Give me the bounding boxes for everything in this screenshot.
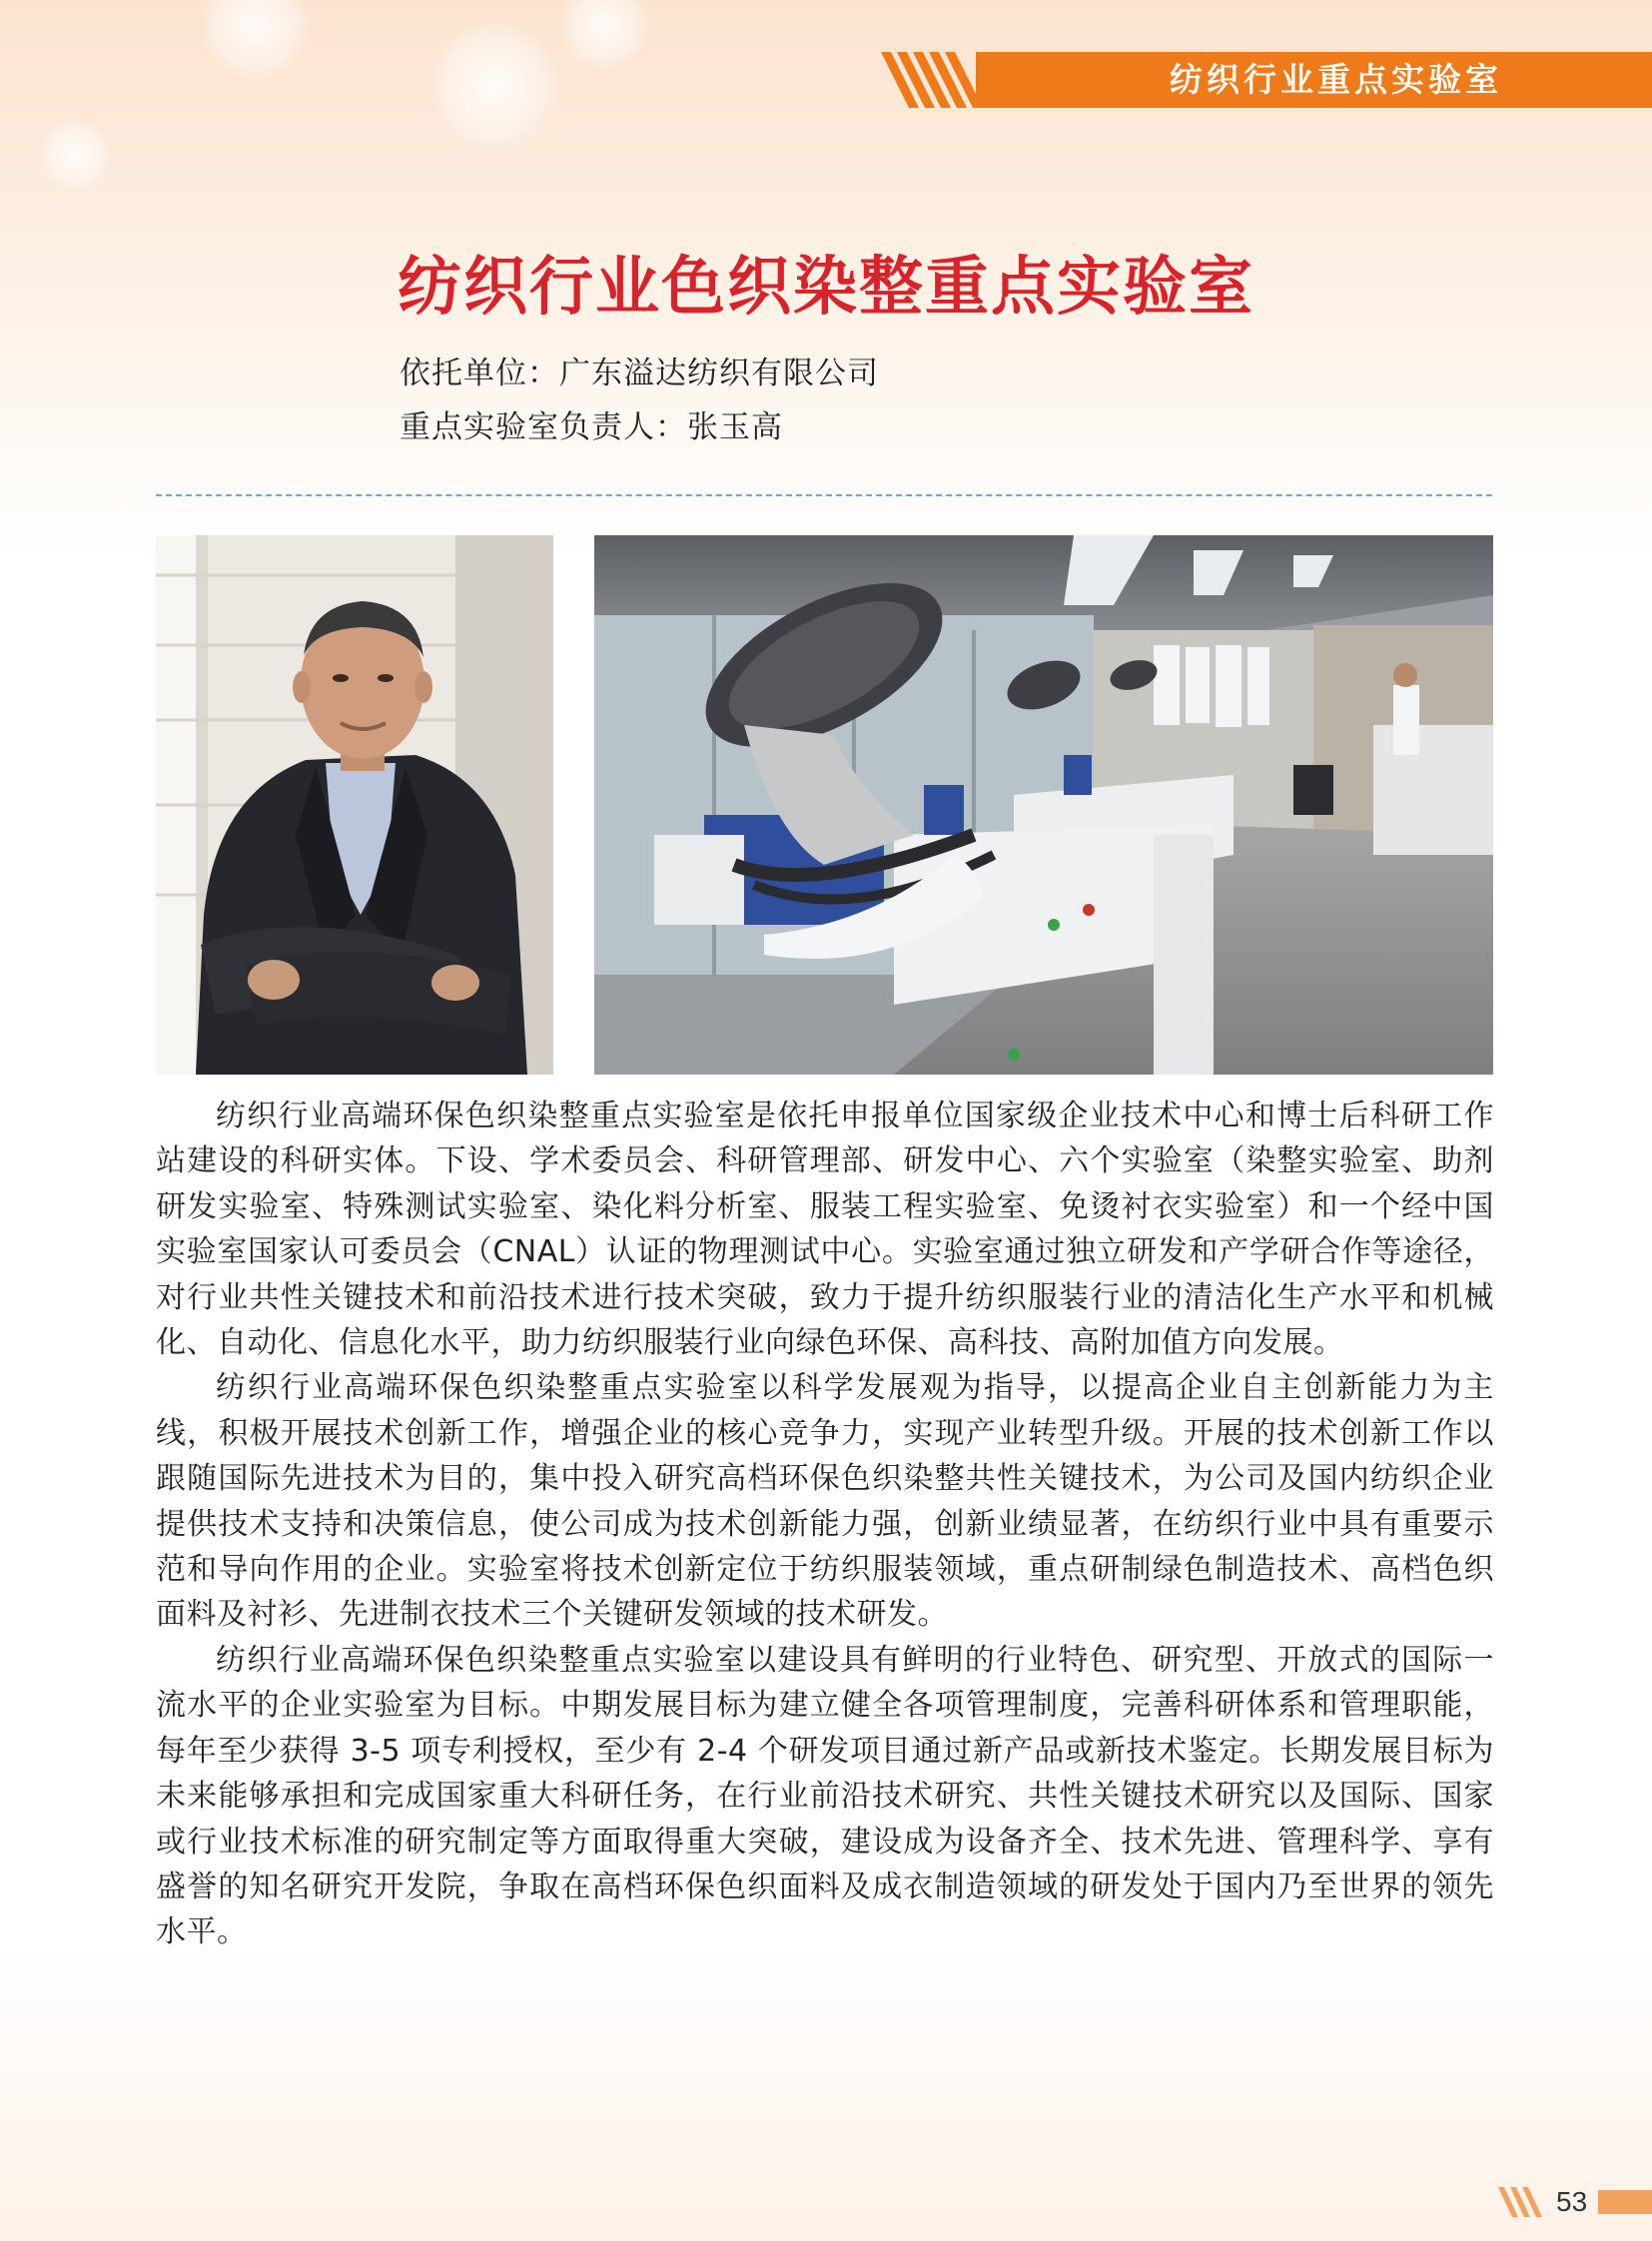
bokeh-decoration [559,0,649,70]
paragraph-2: 纺织行业高端环保色织染整重点实验室以科学发展观为指导，以提高企业自主创新能力为主线，积极开展技术创新工作，增强企业的核心竞争力，实现产业转型升级。开展的技术创新工作以跟随国际先进技术为目的，集中投入研究高档环保色织染整共性关键技术，为公司及国内纺织企业提供技术支持和决策信息，使公司成为技术创新能力强，创新业绩显著，在纺织行业中具有重要示范和导向作用的企业。实验室将技术创新定位于纺织服装领域，重点研制绿色制造技术、高档色织面料及衬衫、先进制衣技术三个关键研发领域的技术研发。 [156,1370,1494,1633]
director-portrait-photo [156,535,553,1075]
director-line: 重点实验室负责人：张玉高 [400,409,783,445]
page-number: 53 [1556,2186,1588,2217]
footer-bar [1598,2190,1652,2214]
page-title: 纺织行业色织染整重点实验室 [398,251,1254,325]
laboratory-photo [594,535,1493,1075]
paragraph-3: 纺织行业高端环保色织染整重点实验室以建设具有鲜明的行业特色、研究型、开放式的国际一流水平的企业实验室为目标。中期发展目标为建立健全各项管理制度，完善科研体系和管理职能，每年至少获得 3-5 项专利授权，至少有 2-4 个研发项目通过新产品或新技术鉴定。长期发展目标为未来能够承担和完成国家重大科研任务，在行业前沿技术研究、共性关键技术研究以及国际、国家或行业技术标准的研究制定等方面取得重大突破，建设成为设备齐全、技术先进、管理科学、享有盛誉的知名研究开发院，争取在高档环保色织面料及成衣制造领域的研发处于国内乃至世界的领先水平。 [156,1642,1494,1950]
bokeh-decoration [40,120,110,190]
paragraph-1: 纺织行业高端环保色织染整重点实验室是依托申报单位国家级企业技术中心和博士后科研工作站建设的科研实体。下设、学术委员会、科研管理部、研发中心、六个实验室（染整实验室、助剂研发实验室、特殊测试实验室、染化料分析室、服装工程实验室、免烫衬衣实验室）和一个经中国实验室国家认可委员会（CNAL）认证的物理测试中心。实验室通过独立研发和产学研合作等途径，对行业共性关键技术和前沿技术进行技术突破，致力于提升纺织服装行业的清洁化生产水平和机械化、自动化、信息化水平，助力纺织服装行业向绿色环保、高科技、高附加值方向发展。 [156,1099,1494,1361]
footer-stripes-decoration [1498,2187,1558,2217]
article-body [156,1094,1494,1955]
host-unit-line: 依托单位：广东溢达纺织有限公司 [400,356,879,391]
bokeh-decoration [429,20,559,150]
section-header [881,52,1652,108]
bokeh-decoration [200,0,310,80]
dashed-divider [156,494,1492,496]
section-title: 纺织行业重点实验室 [1170,60,1502,99]
